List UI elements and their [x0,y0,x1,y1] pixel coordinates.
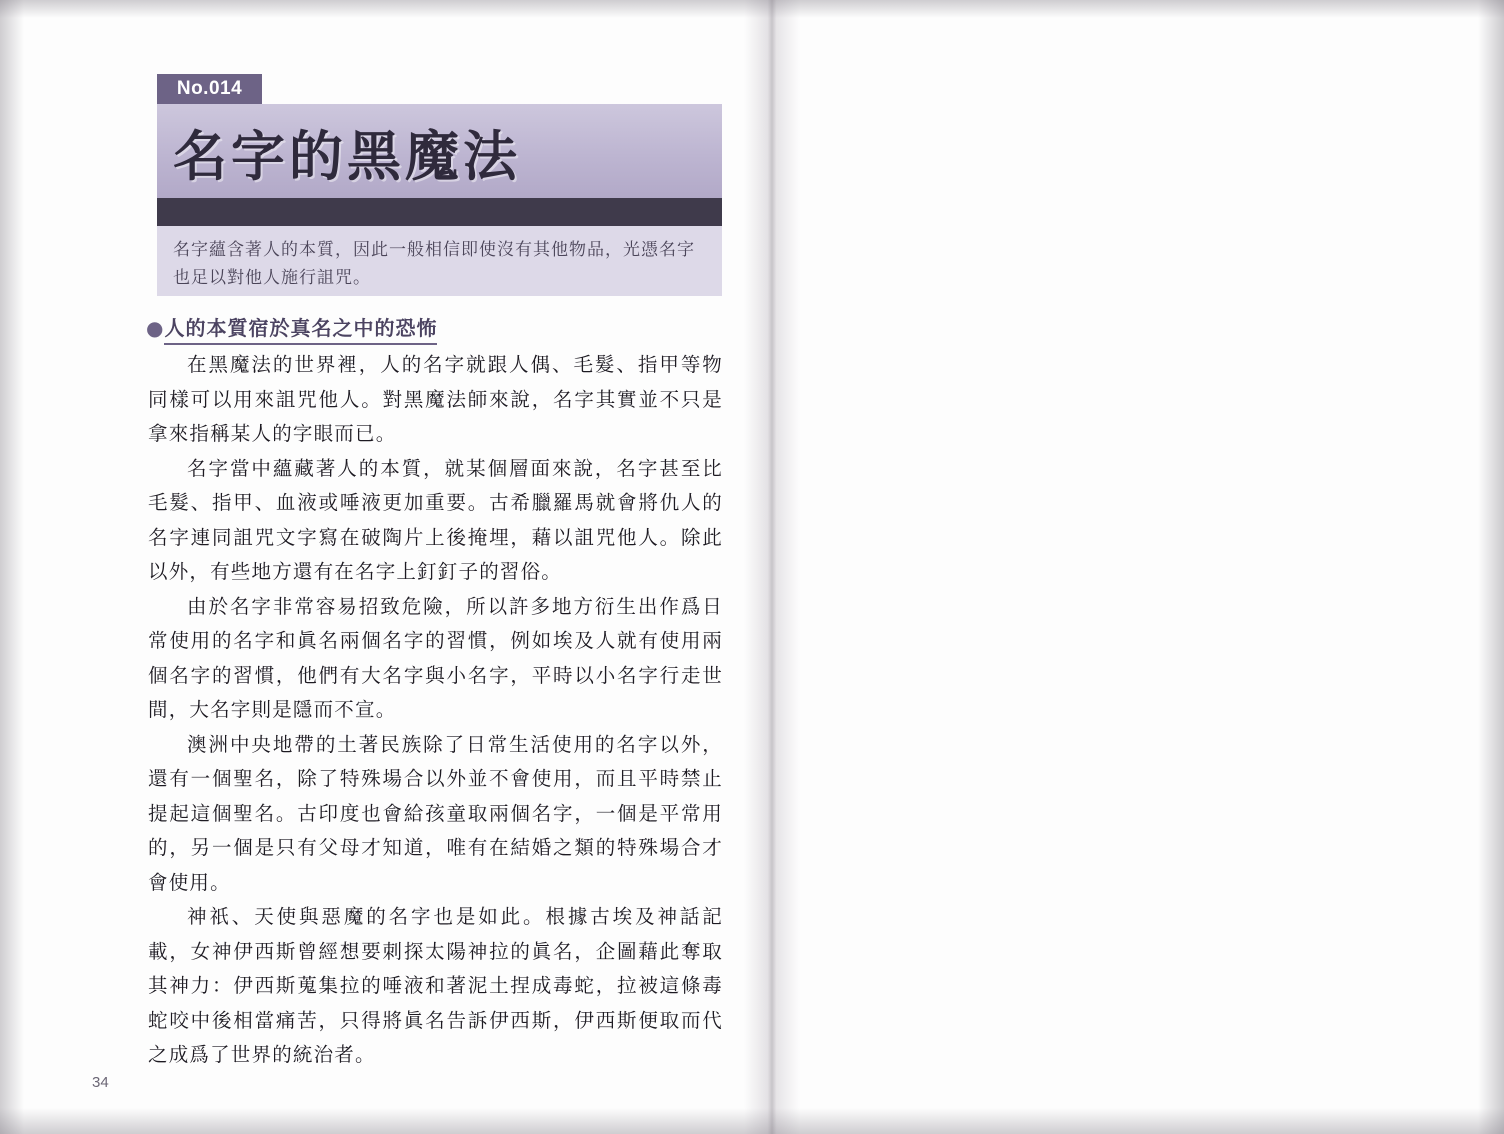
lede-paragraph: 名字蘊含著人的本質，因此一般相信即使沒有其他物品，光憑名字也足以對他人施行詛咒。 [157,226,722,296]
paragraph: 由於名字非常容易招致危險，所以許多地方衍生出作爲日常使用的名字和眞名兩個名字的習慣，例如埃及人就有使用兩個名字的習慣，他們有大名字與小名字，平時以小名字行走世間，大名字則是隱而不宣。 [148,594,723,721]
title-underbar [157,198,722,226]
bullet-dot-icon: ● [146,316,165,340]
right-page [772,0,1504,1134]
article-title-band [157,104,722,198]
edge-shadow-left [0,0,24,1134]
body-text [148,348,723,1073]
paragraph: 名字當中蘊藏著人的本質，就某個層面來說，名字甚至比毛髮、指甲、血液或唾液更加重要。古希臘羅馬就會將仇人的名字連同詛咒文字寫在破陶片上後掩埋，藉以詛咒他人。除此以外，有些地方還有在名字上釘釘子的習俗。 [148,456,723,583]
edge-shadow-top [0,0,1504,18]
book-gutter [744,0,800,1134]
edge-shadow-right [1478,0,1504,1134]
paragraph: 澳洲中央地帶的土著民族除了日常生活使用的名字以外，還有一個聖名，除了特殊場合以外並不會使用，而且平時禁止提起這個聖名。古印度也會給孩童取兩個名字，一個是平常用的，另一個是只有父母才知道，唯有在結婚之類的特殊場合才會使用。 [148,732,723,894]
section-heading [146,312,437,341]
section-heading-text: 人的本質宿於真名之中的恐怖 [164,316,437,345]
page-number-left: 34 [92,1074,109,1091]
article-number-badge: No.014 [157,74,262,104]
paragraph: 在黑魔法的世界裡，人的名字就跟人偶、毛髮、指甲等物同樣可以用來詛咒他人。對黑魔法師來說，名字其實並不只是拿來指稱某人的字眼而已。 [148,353,723,445]
edge-shadow-bottom [0,1108,1504,1134]
diagram-panel-1 [772,0,1344,274]
page-title: 名字的黑魔法 [173,125,521,188]
paragraph: 神祇、天使與惡魔的名字也是如此。根據古埃及神話記載，女神伊西斯曾經想要刺探太陽神拉的眞名，企圖藉此奪取其神力：伊西斯蒐集拉的唾液和著泥土捏成毒蛇，拉被這條毒蛇咬中後相當痛苦，只得將眞名告訴伊西斯，伊西斯便取而代之成爲了世界的統治者。 [148,905,723,1066]
